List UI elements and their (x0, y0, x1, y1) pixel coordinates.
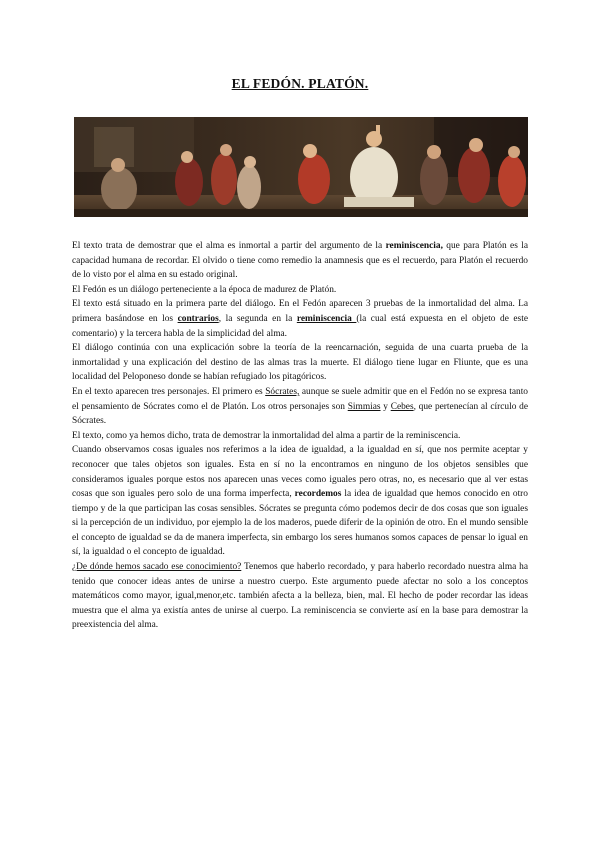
p3-text-c: , la segunda en la (218, 313, 297, 324)
p3-text-e: (la cual está expuesta en el objeto de este comentario) y la tercera habla de la simplicidad del alma. (72, 313, 528, 339)
p5-text-e: y (380, 401, 391, 412)
page-title: EL FEDÓN. PLATÓN. (231, 76, 369, 91)
p7-text-c: la idea de igualdad que hemos conocido en otro tiempo y de la que participan las cosas sensibles. Sócrates se pregunta cómo podemos decir de dos cosas que son iguales si la percepción de un individuo, por ejemplo la de los maderos, puede diferir de la opinión de otro. En el mundo sensible el concepto de igualdad se da de manera imperfecta, sin embargo los seres humanos somos capaces de pensar lo igual en sí, la igualdad o el concepto de igualdad. (72, 489, 528, 558)
p5-text-c: aunque se suele admitir que en el Fedón no se expresa tanto el pensamiento de Sócrates como el de Platón. Los otros personajes son (72, 386, 528, 412)
body-text (72, 239, 528, 633)
p3-text-a: El texto está situado en la primera parte del diálogo. En el Fedón aparecen 3 pruebas de la inmortalidad del alma. La primera basándose en los (72, 299, 528, 324)
p7-text-a: Cuando observamos cosas iguales nos referimos a la idea de igualdad, a la igualdad en sí, que nos permite aceptar y reconocer que tales objetos son iguales. Esta en sí no la encontramos en ninguno de los objetos sensibles que consideramos iguales porque estos nos aparecen unas veces como iguales pero otras, no, es necesario que al ver estas cosas que son iguales pero solo de una forma imperfecta, (72, 445, 528, 500)
p7-bold-recordemos: recordemos (294, 489, 342, 500)
p3-bold-reminiscencia: reminiscencia (296, 313, 357, 324)
paragraph-8 (72, 560, 528, 633)
p5-simmias: Simmias (347, 401, 381, 412)
paragraph-4: El diálogo continúa con una explicación sobre la teoría de la reencarnación, seguida de una cuarta prueba de la inmortalidad y una explicación del destino de las almas tras la muerte. El diálogo tiene lugar en Fliunte, que es una localidad del Peloponeso donde se habían refugiado los pitagóricos. (72, 343, 528, 383)
paragraph-6: El texto, como ya hemos dicho, trata de demostrar la inmortalidad del alma a partir de la reminiscencia. (72, 430, 461, 441)
paragraph-3 (72, 297, 528, 341)
painting-image (74, 117, 528, 217)
p3-bold-contrarios: contrarios (177, 313, 219, 324)
p1-text-c: que para Platón es la capacidad humana de recordar. El olvido o tiene como remedio la anamnesis que es el recuerdo, para Platón el recuerdo de lo visto por el alma en su estado original. (72, 241, 528, 281)
p5-cebes: Cebes (390, 401, 414, 412)
p8-question: ¿De dónde hemos sacado ese conocimiento? (72, 562, 242, 573)
paragraph-1 (72, 239, 528, 283)
p8-text-b: Tenemos que haberlo recordado, y para haberlo recordado nuestra alma ha tenido que conocer ideas antes de unirse a nuestro cuerpo. Este argumento puede afectar no solo a los conceptos matemáticos como mayor, igual,menor,etc. también afecta a la belleza, bien, mal. El hecho de poder recordar las ideas muestra que el alma ya existía antes de unirse al cuerpo. La reminiscencia se convierte así en la base para demostrar la preexistencia del alma. (72, 562, 528, 631)
p1-bold-reminiscencia: reminiscencia, (385, 241, 443, 251)
p5-text-a: En el texto aparecen tres personajes. El primero es (72, 386, 266, 397)
paragraph-5 (72, 385, 528, 429)
paragraph-2: El Fedón es un diálogo perteneciente a la época de madurez de Platón. (72, 284, 337, 295)
p5-text-g: , que pertenecían al círculo de Sócrates. (72, 401, 528, 427)
p5-socrates: Sócrates, (265, 386, 300, 397)
p1-text-a: El texto trata de demostrar que el alma es inmortal a partir del argumento de la (72, 241, 386, 251)
paragraph-7 (72, 443, 528, 560)
